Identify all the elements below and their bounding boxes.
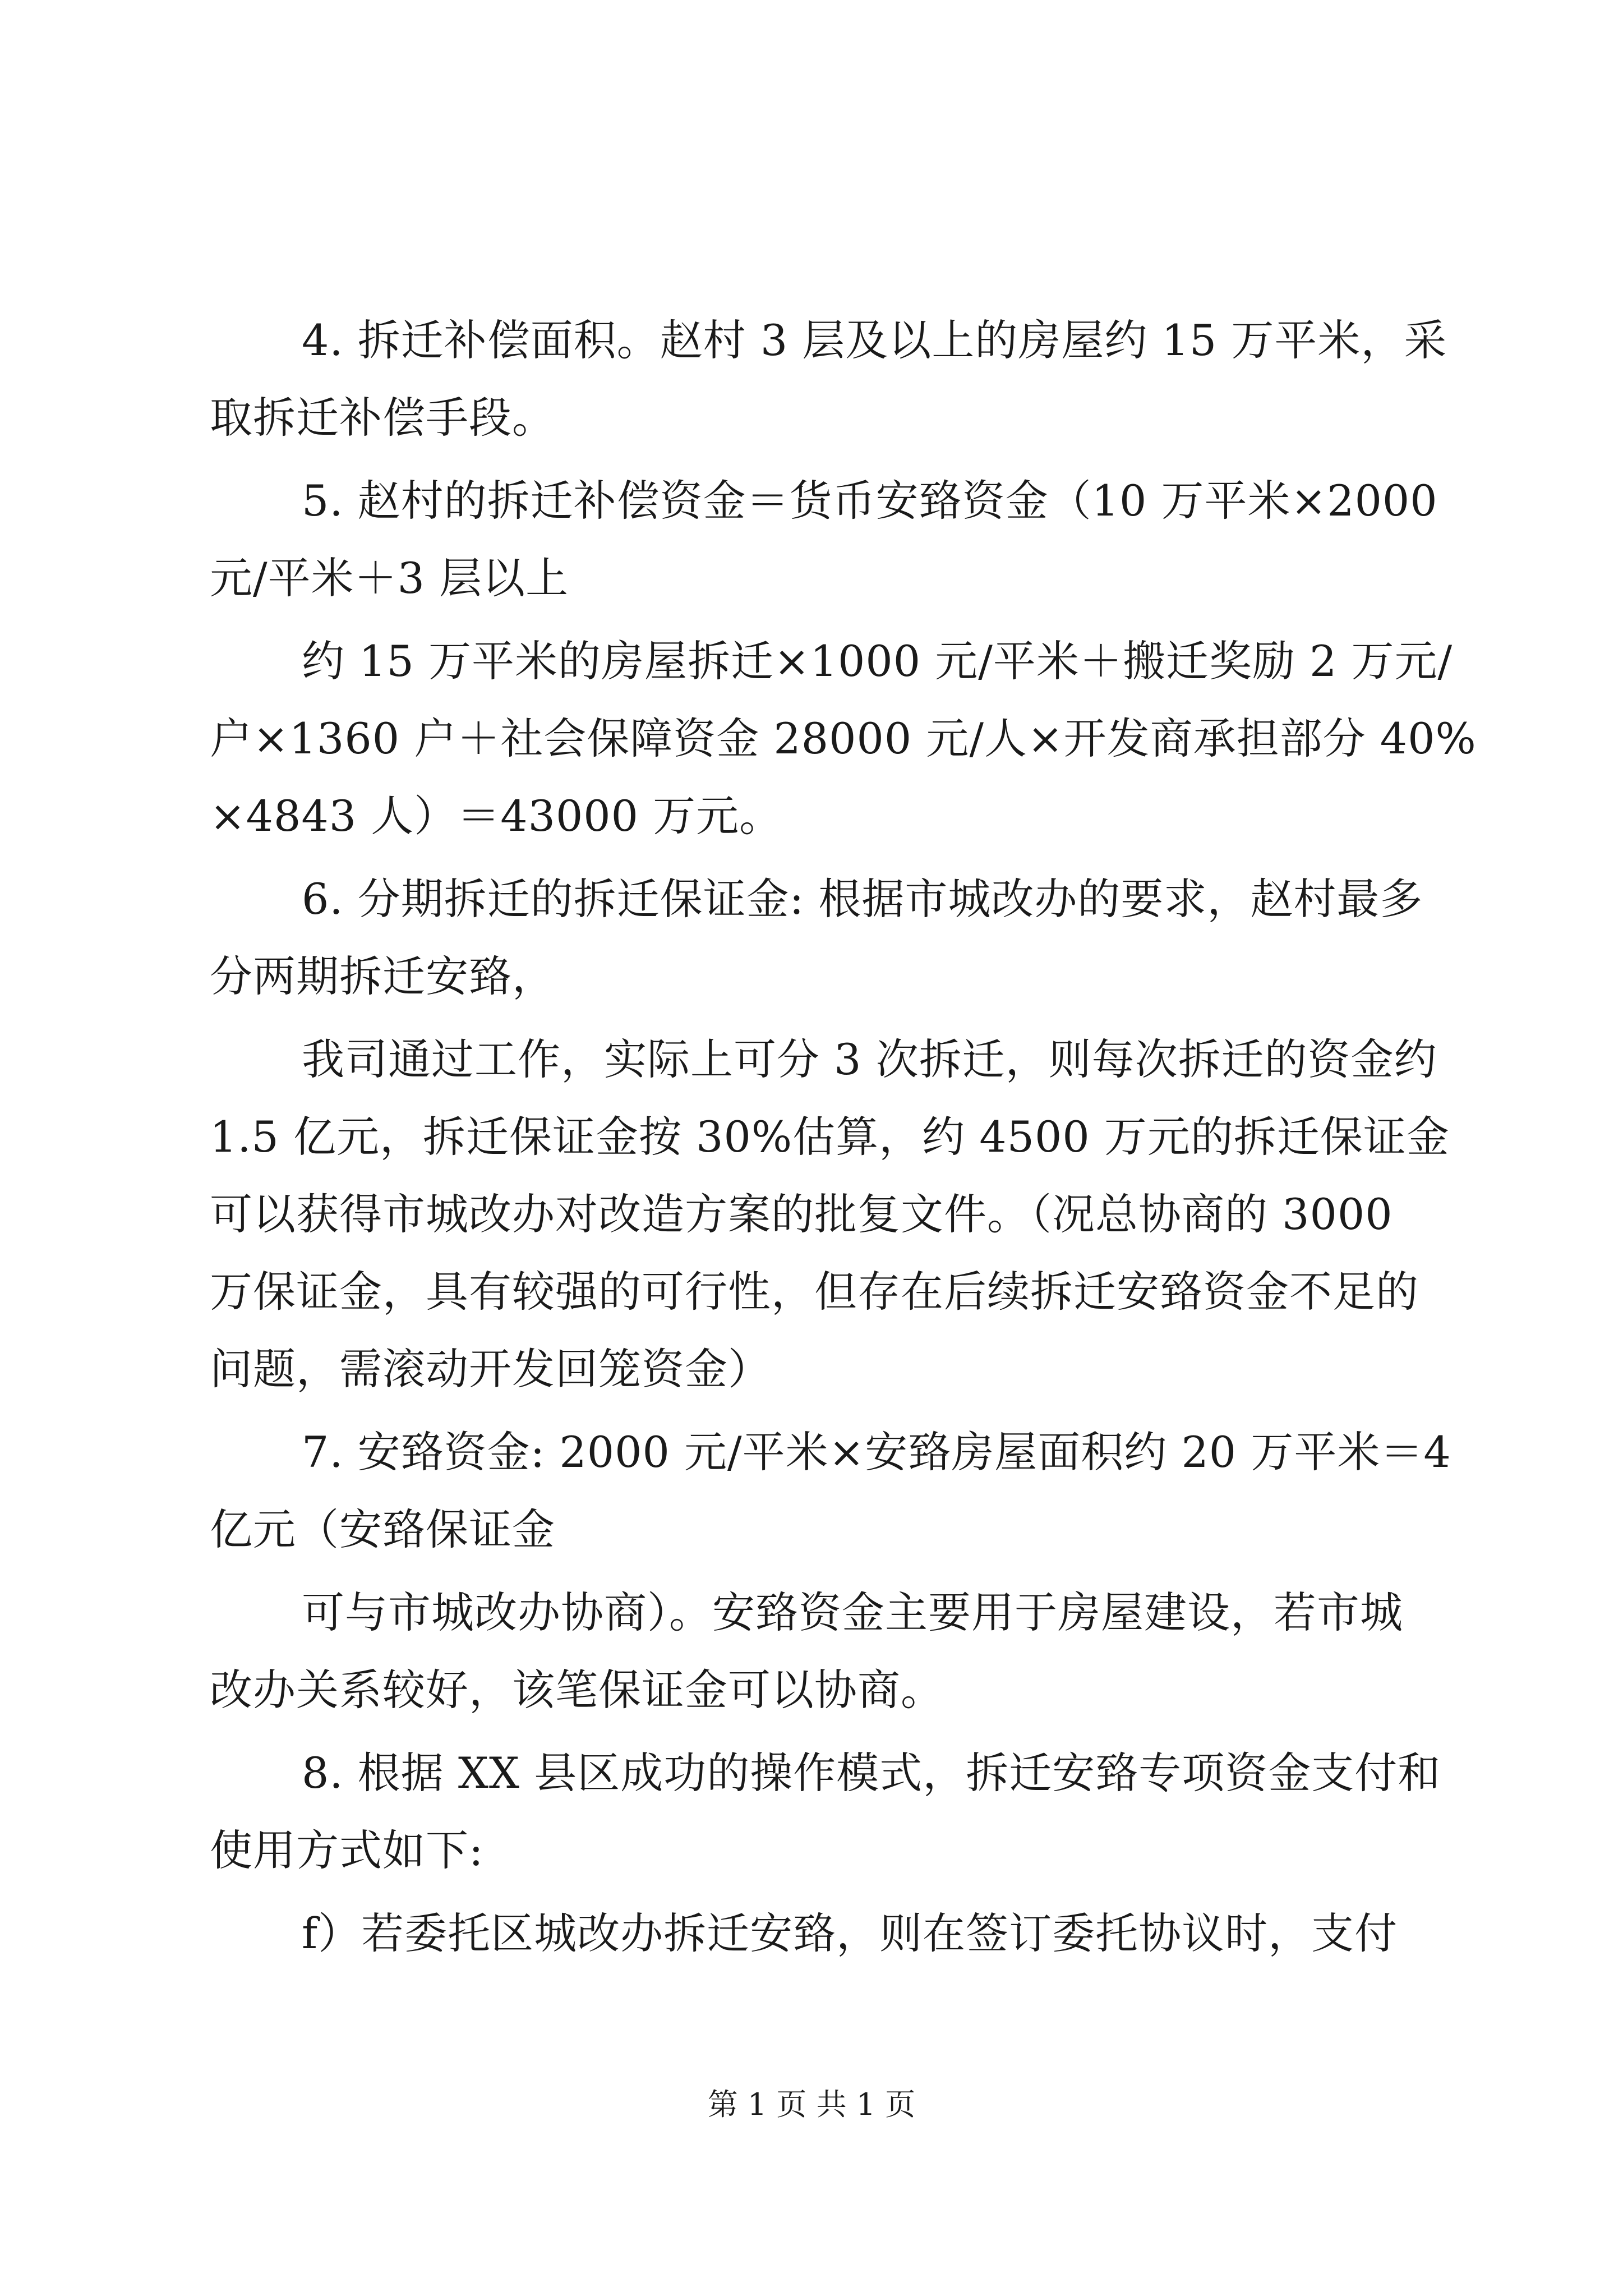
page-footer: 第 1 页 共 1 页 — [707, 2087, 916, 2122]
paragraph-6-line-5: 可以获得市城改办对改造方案的批复文件。（况总协商的 3000 — [210, 1189, 1393, 1239]
paragraph-6-line-4: 1.5 亿元，拆迁保证金按 30%估算，约 4500 万元的拆迁保证金 — [210, 1112, 1450, 1162]
paragraph-5-line-2: 元/平米＋3 层以上 — [210, 553, 569, 603]
paragraph-8-line-2: 使用方式如下: — [210, 1825, 484, 1875]
paragraph-8-line-1: 8. 根据 XX 县区成功的操作模式，拆迁安臵专项资金支付和 — [302, 1748, 1441, 1798]
paragraph-6-line-2: 分两期拆迁安臵， — [210, 951, 555, 1001]
paragraph-4-line-1: 4. 拆迁补偿面积。赵村 3 层及以上的房屋约 15 万平米，采 — [302, 315, 1447, 365]
paragraph-7-line-1: 7. 安臵资金: 2000 元/平米×安臵房屋面积约 20 万平米＝4 — [302, 1427, 1451, 1477]
paragraph-5-line-3: 约 15 万平米的房屋拆迁×1000 元/平米＋搬迁奖励 2 万元/ — [302, 636, 1453, 686]
paragraph-4-line-2: 取拆迁补偿手段。 — [210, 393, 555, 443]
paragraph-6-line-3: 我司通过工作，实际上可分 3 次拆迁，则每次拆迁的资金约 — [302, 1034, 1437, 1084]
paragraph-5-line-1: 5. 赵村的拆迁补偿资金＝货币安臵资金（10 万平米×2000 — [302, 476, 1438, 526]
paragraph-7-line-2: 亿元（安臵保证金 — [210, 1504, 555, 1554]
paragraph-6-line-6: 万保证金，具有较强的可行性，但存在后续拆迁安臵资金不足的 — [210, 1267, 1419, 1317]
paragraph-5-line-4: 户×1360 户＋社会保障资金 28000 元/人×开发商承担部分 40% — [210, 714, 1477, 763]
paragraph-6-line-1: 6. 分期拆迁的拆迁保证金: 根据市城改办的要求，赵村最多 — [302, 874, 1423, 924]
paragraph-7-line-3: 可与市城改办协商）。安臵资金主要用于房屋建设，若市城 — [302, 1588, 1403, 1637]
paragraph-8f-line-1: f）若委托区城改办拆迁安臵，则在签订委托协议时，支付 — [302, 1908, 1398, 1958]
paragraph-6-line-7: 问题，需滚动开发回笼资金） — [210, 1344, 771, 1394]
paragraph-5-line-5: ×4843 人）＝43000 万元。 — [210, 791, 783, 841]
paragraph-7-line-4: 改办关系较好，该笔保证金可以协商。 — [210, 1665, 944, 1715]
